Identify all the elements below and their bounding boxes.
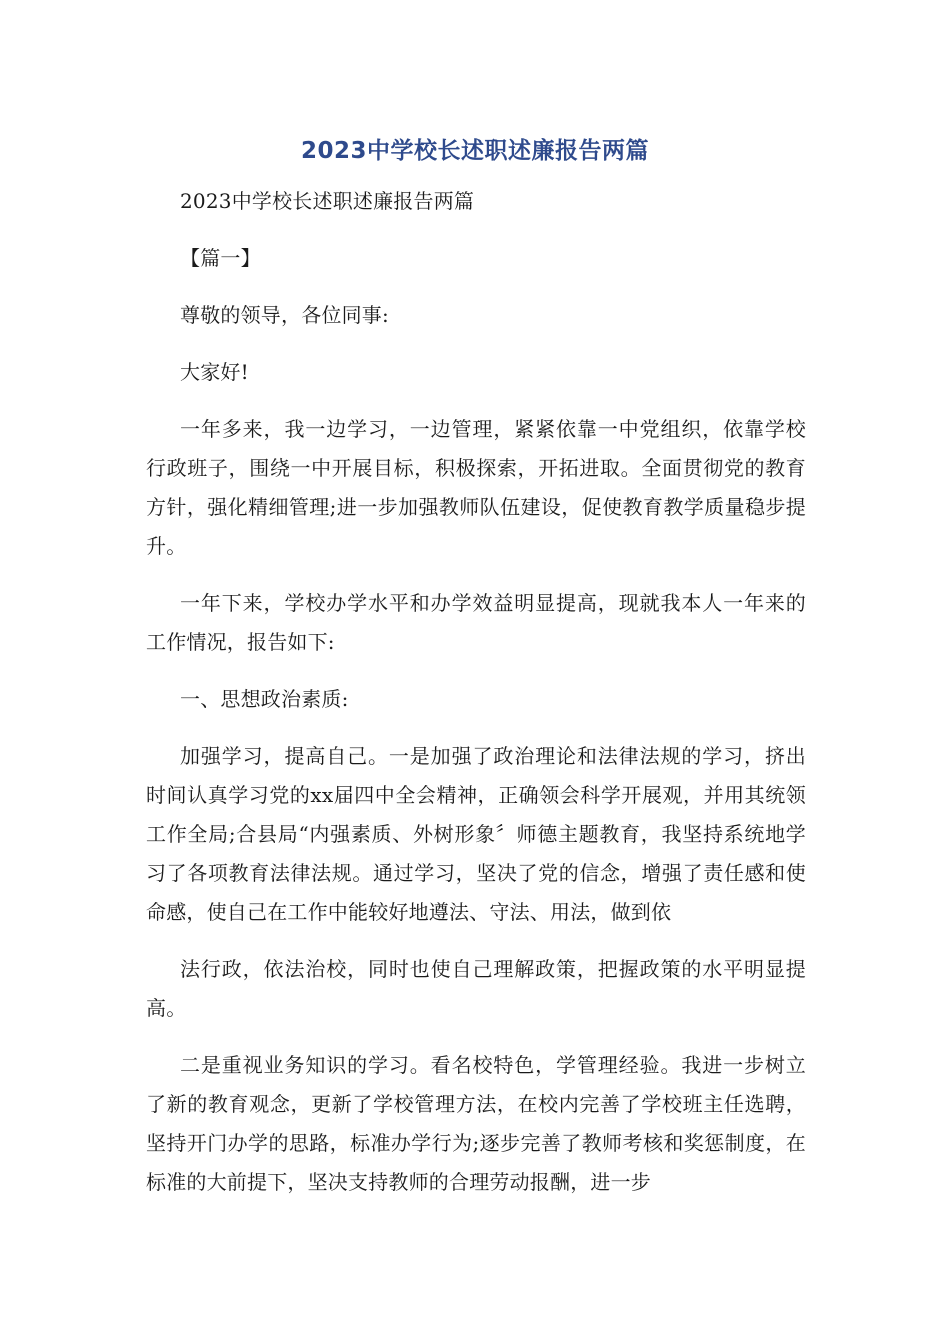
paragraph-law: 法行政，依法治校，同时也使自己理解政策，把握政策的水平明显提高。 <box>146 957 806 1020</box>
paragraph-section-label: 【篇一】 <box>180 246 261 270</box>
document-title: 2023中学校长述职述廉报告两篇 <box>300 138 649 164</box>
paragraph-subtitle: 2023中学校长述职述廉报告两篇 <box>180 189 475 213</box>
paragraph-study: 加强学习，提高自己。一是加强了政治理论和法律法规的学习，挤出时间认真学习党的xx届四中全会精神，正确领会科学开展观，并用其统领工作全局;合县局“内强素质、外树形象〞师德主题教育，我坚持系统地学习了各项教育法律法规。通过学习，坚决了党的信念，增强了责任感和使命感，使自己在工作中能较好地遵法、守法、用法，做到依 <box>146 744 806 924</box>
document-body <box>146 182 806 1220</box>
paragraph-business: 二是重视业务知识的学习。看名校特色，学管理经验。我进一步树立了新的教育观念，更新了学校管理方法，在校内完善了学校班主任选聘，坚持开门办学的思路，标准办学行为;逐步完善了教师考核和奖惩制度，在标准的大前提下，坚决支持教师的合理劳动报酬，进一步 <box>146 1053 806 1194</box>
paragraph-summary: 一年下来，学校办学水平和办学效益明显提高，现就我本人一年来的工作情况，报告如下: <box>146 591 806 654</box>
paragraph-heading-political: 一、思想政治素质: <box>180 687 349 711</box>
paragraph-greeting: 大家好! <box>180 360 249 384</box>
paragraph-salutation: 尊敬的领导，各位同事: <box>180 303 389 327</box>
paragraph-intro: 一年多来，我一边学习，一边管理，紧紧依靠一中党组织，依靠学校行政班子，围绕一中开展目标，积极探索，开拓进取。全面贯彻党的教育方针，强化精细管理;进一步加强教师队伍建设，促使教育教学质量稳步提升。 <box>146 417 806 558</box>
